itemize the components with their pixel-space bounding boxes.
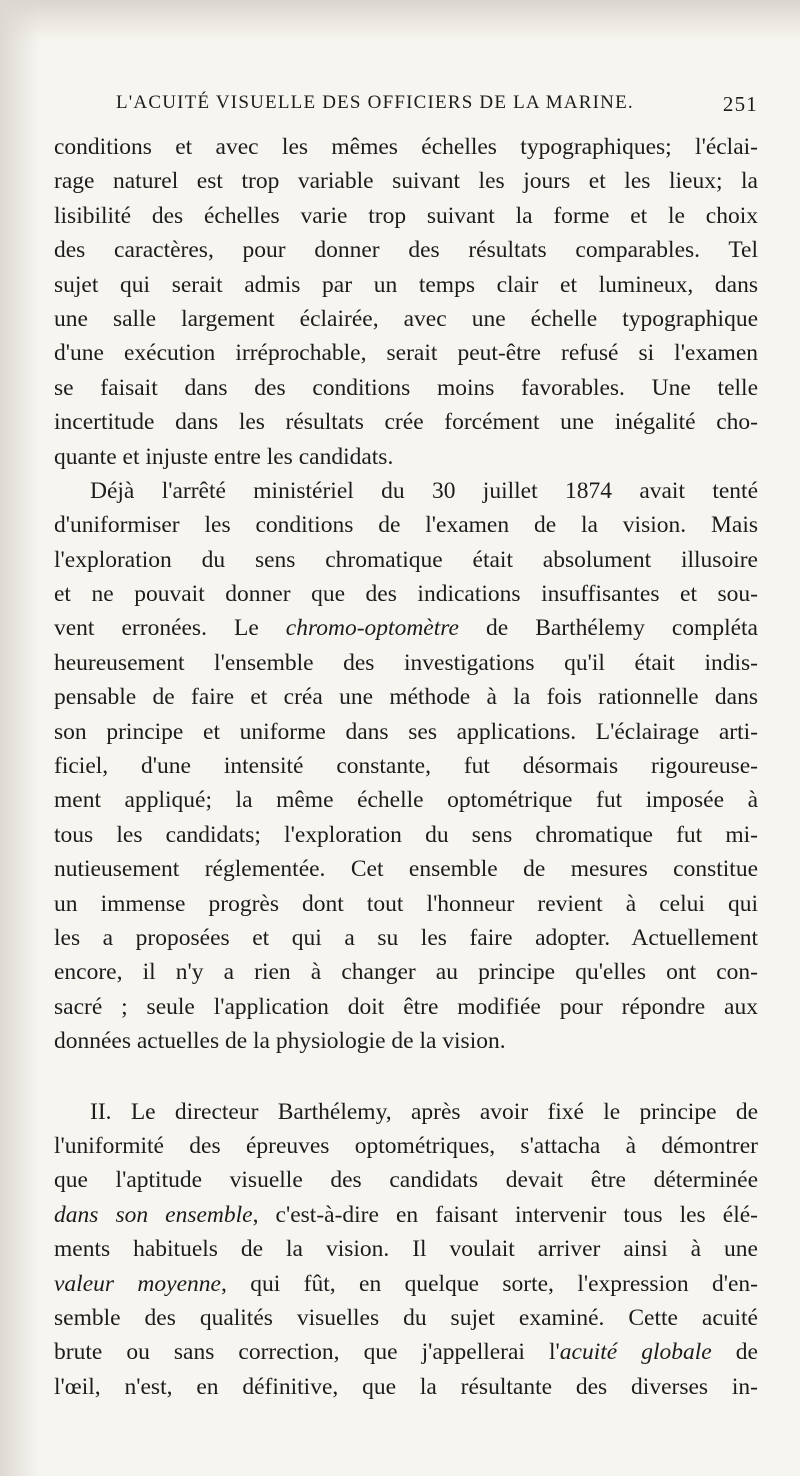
text-line: incertitude dans les résultats crée forcément une inégalité cho- (54, 409, 758, 436)
text-run: de Barthélemy compléta (458, 615, 758, 642)
text-line: sacré ; seule l'application doit être modifiée pour répondre aux (54, 993, 758, 1020)
page-header (116, 92, 758, 122)
text-line: des caractères, pour donner des résultats comparables. Tel (54, 237, 758, 264)
paragraph-3 (54, 1095, 758, 1405)
text-line: ments habituels de la vision. Il voulait arriver ainsi à une (54, 1236, 758, 1263)
text-line: quante et injuste entre les candidats. (54, 443, 394, 470)
text-line: sujet qui serait admis par un temps clair et lumineux, dans (54, 271, 758, 298)
text-line (54, 1335, 758, 1369)
text-line (54, 1198, 758, 1232)
text-line: son principe et uniforme dans ses applications. L'éclairage arti- (54, 718, 758, 745)
text-run: vent erronées. Le (54, 615, 286, 642)
text-line: ment appliqué; la même échelle optométrique fut imposée à (54, 787, 758, 814)
paragraph-2 (54, 474, 758, 1059)
text-line: les a proposées et qui a su les faire adopter. Actuellement (54, 924, 758, 951)
paragraph-gap (54, 1059, 758, 1095)
text-line: que l'aptitude visuelle des candidats devait être déterminée (54, 1167, 758, 1194)
text-line: semble des qualités visuelles du sujet examiné. Cette acuité (54, 1304, 758, 1331)
text-line: lisibilité des échelles varie trop suivant la forme et le choix (54, 202, 758, 229)
text-line: nutieusement réglementée. Cet ensemble de mesures constitue (54, 856, 758, 883)
text-line: données actuelles de la physiologie de la vision. (54, 1028, 506, 1055)
text-line: ficiel, d'une intensité constante, fut désormais rigoureuse- (54, 753, 758, 780)
text-line (54, 611, 758, 645)
page-left-edge (0, 0, 40, 1476)
paragraph-1 (54, 130, 758, 474)
body-text (54, 130, 758, 1404)
italic-term: acuité globale (559, 1339, 712, 1366)
text-line: l'uniformité des épreuves optométriques, s'attacha à démontrer (54, 1132, 758, 1159)
page-number: 251 (722, 92, 758, 116)
text-line: conditions et avec les mêmes échelles typographiques; l'éclai- (54, 134, 758, 160)
text-line: rage naturel est trop variable suivant les jours et les lieux; la (54, 168, 758, 195)
text-run: brute ou sans correction, que j'appellerai l' (54, 1339, 560, 1366)
text-line: se faisait dans des conditions moins favorables. Une telle (54, 374, 758, 401)
text-line: d'une exécution irréprochable, serait peut-être refusé si l'examen (54, 340, 758, 367)
text-line: Déjà l'arrêté ministériel du 30 juillet 1874 avait tenté (90, 477, 758, 504)
running-title: L'ACUITÉ VISUELLE DES OFFICIERS DE LA MARINE. (116, 92, 634, 113)
text-line: heureusement l'ensemble des investigations qu'il était indis- (54, 649, 758, 676)
text-line: d'uniformiser les conditions de l'examen de la vision. Mais (54, 512, 758, 539)
text-line: pensable de faire et créa une méthode à la fois rationnelle dans (54, 684, 758, 711)
page-top-edge (0, 0, 800, 42)
italic-term: chromo-optomètre (285, 615, 459, 642)
text-line: l'exploration du sens chromatique était absolument illusoire (54, 546, 758, 573)
text-run: , qui fût, en quelque sorte, l'expression d'en- (220, 1270, 758, 1297)
italic-term: dans son ensemble (54, 1201, 253, 1228)
text-line: une salle largement éclairée, avec une échelle typographique (54, 305, 758, 332)
text-line: encore, il n'y a rien à changer au principe qu'elles ont con- (54, 959, 758, 986)
text-line: tous les candidats; l'exploration du sens chromatique fut mi- (54, 821, 758, 848)
text-run: , c'est-à-dire en faisant intervenir tous les élé- (252, 1201, 758, 1228)
text-line: II. Le directeur Barthélemy, après avoir fixé le principe de (90, 1098, 758, 1125)
text-line (54, 1267, 758, 1301)
text-line: et ne pouvait donner que des indications insuffisantes et sou- (54, 581, 758, 608)
text-run: de (711, 1339, 758, 1366)
text-line: l'œil, n'est, en définitive, que la résultante des diverses in- (54, 1373, 758, 1400)
italic-term: valeur moyenne (54, 1270, 221, 1297)
text-line: un immense progrès dont tout l'honneur revient à celui qui (54, 890, 758, 917)
